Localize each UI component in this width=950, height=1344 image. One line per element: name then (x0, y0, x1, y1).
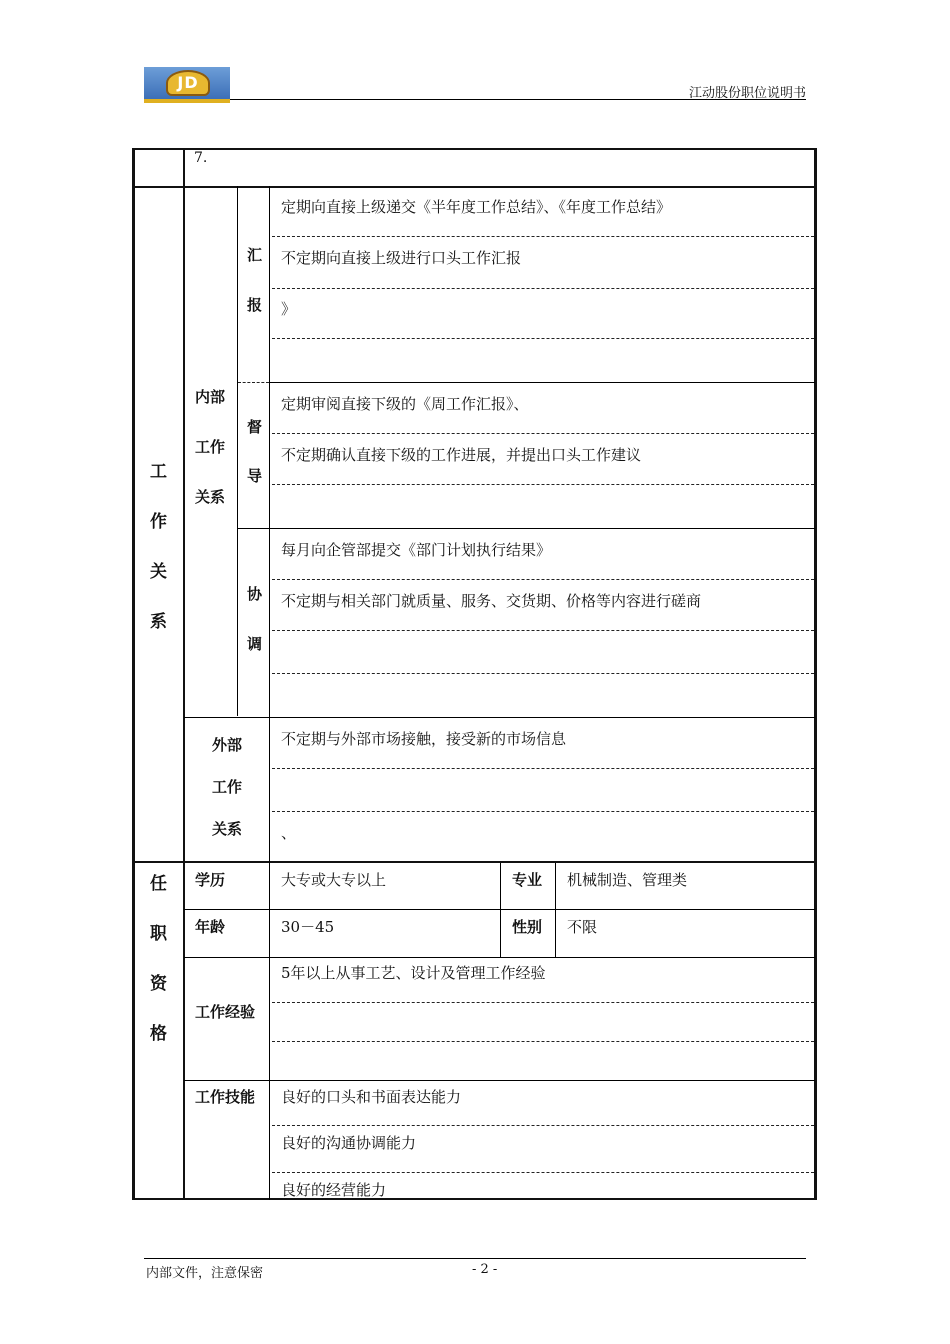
footer-rule (144, 1258, 806, 1259)
dashed-rule (272, 433, 814, 434)
coordinate-line: 不定期与相关部门就质量、服务、交货期、价格等内容进行磋商 (281, 592, 702, 610)
report-line: 》 (281, 300, 297, 318)
confidential-note: 内部文件，注意保密 (146, 1266, 264, 1281)
document-title: 江动股份职位说明书 (688, 86, 806, 101)
column-divider (555, 863, 556, 957)
education-label: 学历 (195, 871, 226, 889)
coordinate-line: 每月向企管部提交《部门计划执行结果》 (281, 541, 552, 559)
dashed-rule (272, 338, 814, 339)
dashed-rule (272, 630, 814, 631)
group-separator (238, 382, 269, 383)
page-number: - 2 - (472, 1262, 498, 1277)
table-top-border (132, 148, 817, 150)
logo-mark-icon: JD (166, 70, 210, 96)
supervise-line: 不定期确认直接下级的工作进展，并提出口头工作建议 (281, 446, 642, 464)
skills-line: 良好的经营能力 (281, 1181, 387, 1199)
row-separator (184, 909, 815, 910)
report-line: 不定期向直接上级进行口头工作汇报 (281, 249, 522, 267)
dashed-rule (272, 1041, 814, 1042)
dashed-rule (272, 288, 814, 289)
dashed-rule (272, 236, 814, 237)
table-left-border (132, 148, 135, 1200)
group-separator (269, 382, 815, 383)
dashed-rule (272, 811, 814, 812)
table-bottom-border (132, 1198, 817, 1200)
major-label: 专业 (512, 871, 543, 889)
company-logo (144, 67, 230, 103)
external-line: 、 (281, 824, 297, 842)
column-divider (500, 863, 501, 957)
external-line: 不定期与外部市场接触，接受新的市场信息 (281, 730, 567, 748)
section-separator (132, 861, 817, 863)
dashed-rule (272, 673, 814, 674)
supervise-line: 定期审阅直接下级的《周工作汇报》、 (281, 395, 529, 413)
education-value: 大专或大专以上 (281, 871, 387, 889)
group-separator (184, 717, 815, 718)
item-seven: 7. (194, 150, 208, 166)
column-divider (237, 186, 238, 716)
skills-line: 良好的口头和书面表达能力 (281, 1088, 462, 1106)
report-line: 定期向直接上级递交《半年度工作总结》、《年度工作总结》 (281, 198, 672, 216)
skills-label: 工作技能 (195, 1088, 256, 1106)
experience-label: 工作经验 (195, 1003, 256, 1021)
row-separator (132, 186, 817, 188)
column-divider (183, 148, 185, 1200)
row-separator (184, 1080, 815, 1081)
table-right-border (814, 148, 817, 1200)
column-divider (269, 186, 270, 1200)
dashed-rule (272, 1172, 814, 1173)
experience-line: 5年以上从事工艺、设计及管理工作经验 (281, 964, 546, 982)
dashed-rule (272, 484, 814, 485)
row-separator (184, 957, 815, 958)
gender-label: 性别 (512, 918, 543, 936)
dashed-rule (272, 1125, 814, 1126)
age-label: 年龄 (195, 918, 226, 936)
dashed-rule (272, 579, 814, 580)
gender-value: 不限 (567, 918, 598, 936)
dashed-rule (272, 1002, 814, 1003)
group-separator (238, 528, 815, 529)
age-value: 30－45 (281, 918, 335, 936)
skills-line: 良好的沟通协调能力 (281, 1134, 417, 1152)
major-value: 机械制造、管理类 (567, 871, 688, 889)
dashed-rule (272, 768, 814, 769)
